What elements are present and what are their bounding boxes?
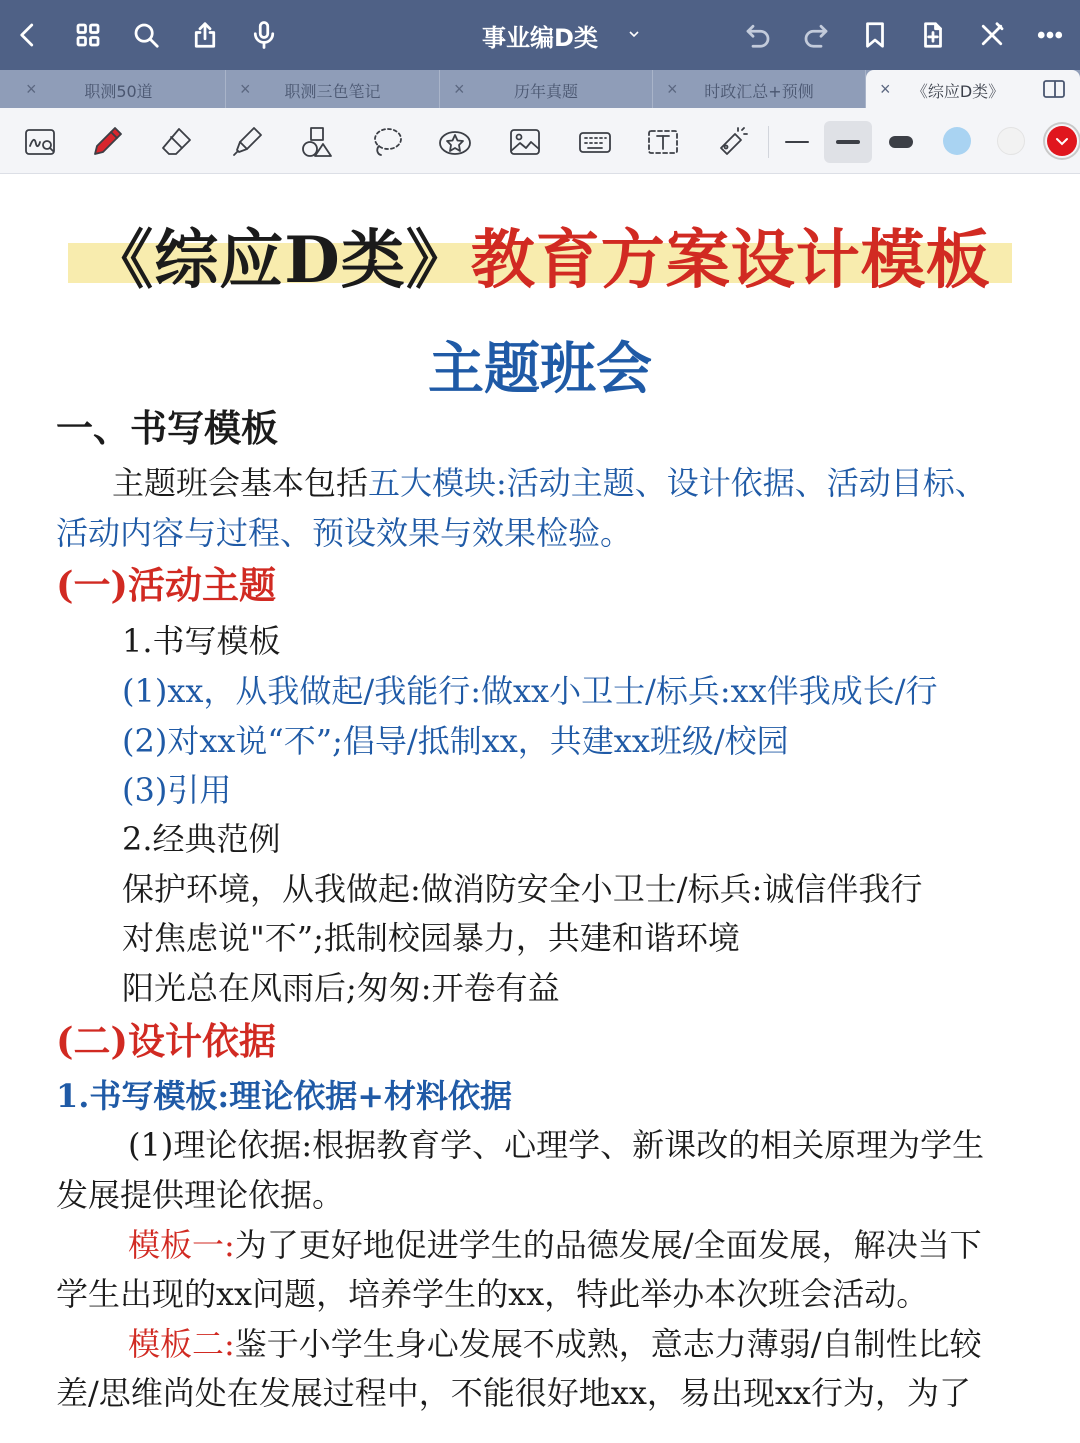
top-navbar	[0, 0, 1080, 70]
stroke-thin-option[interactable]	[776, 121, 818, 163]
tab-close-icon[interactable]: ×	[880, 79, 891, 99]
title-part2: 教育方案设计模板	[470, 223, 991, 298]
tab-close-icon[interactable]: ×	[454, 79, 465, 99]
search-icon[interactable]	[128, 17, 164, 53]
microphone-icon[interactable]	[246, 17, 282, 53]
tab-close-icon[interactable]: ×	[240, 79, 251, 99]
example-line: 阳光总在风雨后;匆匆:开卷有益	[122, 969, 560, 1007]
tab-close-icon[interactable]: ×	[667, 79, 678, 99]
more-icon[interactable]	[1032, 17, 1068, 53]
share-icon[interactable]	[187, 17, 223, 53]
tab-item[interactable]	[226, 70, 440, 108]
lasso-icon[interactable]	[366, 121, 408, 163]
highlighter-icon[interactable]	[226, 121, 268, 163]
toolbar-divider	[768, 126, 769, 158]
example-line: 保护环境，从我做起:做消防安全小卫士/标兵:诚信伴我行	[122, 870, 923, 908]
paragraph-line: 差/思维尚处在发展过程中，不能很好地xx，易出现xx行为，为了	[56, 1374, 971, 1412]
tab-label: 时政汇总+预侧	[704, 82, 814, 101]
template-line: (3)引用	[122, 771, 232, 809]
stroke-medium-option[interactable]	[824, 121, 872, 163]
subsection-heading: (一)活动主题	[56, 563, 277, 607]
tab-label: 职测三色笔记	[284, 82, 381, 101]
tab-item[interactable]	[440, 70, 653, 108]
template-text: 为了更好地促进学生的品德发展/全面发展，解决当下	[234, 1226, 982, 1264]
template-text: 鉴于小学生身心发展不成熟，意志力薄弱/自制性比较	[234, 1325, 982, 1363]
color-swatch-light-blue[interactable]	[943, 127, 971, 155]
page-subtitle: 主题班会	[428, 336, 652, 402]
template-label: 模板一:	[128, 1226, 235, 1264]
keyboard-icon[interactable]	[574, 121, 616, 163]
zoom-window-icon[interactable]	[19, 121, 61, 163]
shapes-icon[interactable]	[296, 121, 338, 163]
subsection-heading: (二)设计依据	[56, 1019, 277, 1063]
caret-down-icon[interactable]	[624, 22, 644, 46]
laser-pointer-icon[interactable]	[710, 121, 752, 163]
paragraph-line: 发展提供理论依据。	[56, 1176, 345, 1214]
tab-label: 《综应D类》	[911, 82, 1005, 101]
text-box-icon[interactable]	[642, 121, 684, 163]
tab-item[interactable]	[12, 70, 226, 108]
paragraph-line: 学生出现的xx问题，培养学生的xx，特此举办本次班会活动。	[56, 1275, 929, 1313]
list-item: 1.书写模板:理论依据+材料依据	[56, 1077, 513, 1115]
document-title[interactable]: 事业编D类	[482, 24, 598, 52]
tab-label: 职测50道	[84, 82, 153, 101]
intro-line-2: 活动内容与过程、预设效果与效果检验。	[56, 514, 633, 552]
tab-item-active[interactable]	[866, 70, 1080, 108]
paragraph-line	[128, 1225, 982, 1265]
section-heading: 一、书写模板	[56, 406, 278, 450]
color-swatch-white[interactable]	[997, 127, 1025, 155]
template-line: (2)对xx说“不”;倡导/抵制xx，共建xx班级/校园	[122, 722, 789, 760]
intro-prefix: 主题班会基本包括	[112, 464, 369, 502]
chevron-left-icon[interactable]	[10, 17, 46, 53]
template-line: (1)xx，从我做起/我能行:做xx小卫士/标兵:xx伴我成长/行	[122, 672, 938, 710]
list-item: 2.经典范例	[122, 820, 281, 858]
intro-line-1	[112, 463, 987, 503]
bookmark-icon[interactable]	[857, 17, 893, 53]
image-icon[interactable]	[504, 121, 546, 163]
list-item: 1.书写模板	[122, 622, 281, 660]
intro-highlight: 五大模块:活动主题、设计依据、活动目标、	[368, 464, 987, 502]
tab-close-icon[interactable]: ×	[26, 79, 37, 99]
tab-label: 历年真题	[513, 82, 578, 101]
add-page-icon[interactable]	[915, 17, 951, 53]
paragraph-line: (1)理论依据:根据教育学、心理学、新课改的相关原理为学生	[128, 1126, 985, 1164]
tab-item[interactable]	[653, 70, 866, 108]
color-swatch-red-selected[interactable]	[1047, 126, 1077, 156]
chevron-down-icon	[1047, 126, 1077, 156]
tab-bar	[0, 70, 1080, 108]
document-page	[0, 175, 1080, 1443]
drawing-toolbar	[0, 108, 1080, 174]
undo-icon[interactable]	[740, 17, 776, 53]
pen-icon[interactable]	[86, 121, 128, 163]
redo-icon[interactable]	[798, 17, 834, 53]
stroke-thick-option[interactable]	[880, 121, 922, 163]
template-label: 模板二:	[128, 1325, 235, 1363]
paragraph-line	[128, 1324, 982, 1364]
title-part1: 《综应D类》	[89, 223, 471, 298]
grid-icon[interactable]	[70, 17, 106, 53]
example-line: 对焦虑说"不”;抵制校园暴力，共建和谐环境	[122, 919, 740, 957]
eraser-icon[interactable]	[156, 121, 198, 163]
sticker-icon[interactable]	[434, 121, 476, 163]
page-title	[0, 209, 1080, 301]
close-icon[interactable]	[974, 17, 1010, 53]
split-view-icon[interactable]	[1042, 78, 1066, 100]
